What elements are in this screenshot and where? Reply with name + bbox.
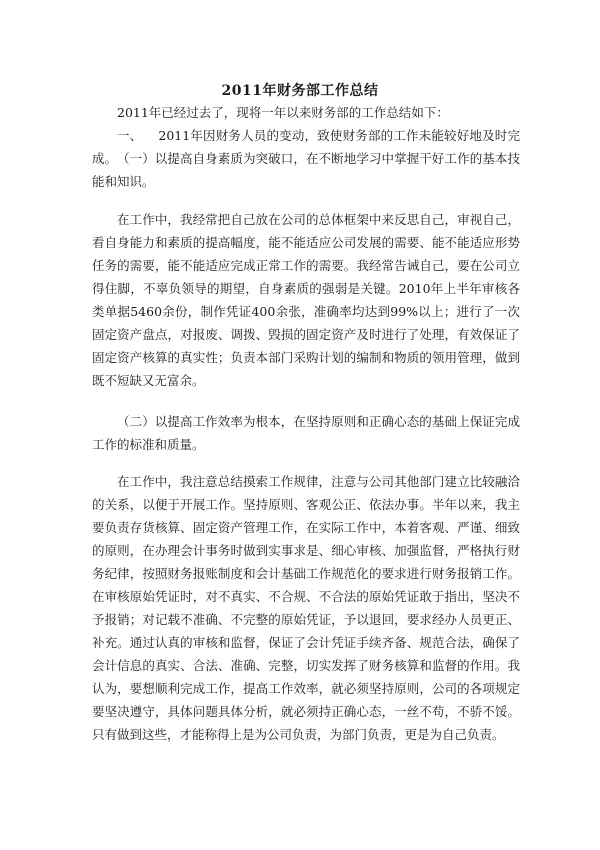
intro-paragraph: 2011年已经过去了，现将一年以来财务部的工作总结如下： [117, 105, 449, 120]
body-paragraph-one: 在工作中，我经常把自己放在公司的总体框架中来反思自己，审视自己，看自身能力和素质的提高幅度，能不能适应公司发展的需要、能不能适应形势任务的需要，能不能适应完成正常工作的需要。我经常告诫自己，要在公司立得住脚，不辜负领导的期望，自身素质的强弱是关键。2010年上半年审核各类单据5460余份，制作凭证400余张，准确率均达到99%以上；进行了一次固定资产盘点，对报废、调拨、毁损的固定资产及时进行了处理，有效保证了固定资产核算的真实性；负责本部门采购计划的编制和物质的领用管理，做到既不短缺又无富余。 [92, 212, 520, 388]
section-one-text: 2011年因财务人员的变动，致使财务部的工作未能较好地及时完成。 [92, 128, 520, 166]
subheading-one: （一）以提高自身素质为突破口，在不断地学习中掌握干好工作的基本技能和知识。 [92, 151, 520, 189]
subheading-two: （二）以提高工作效率为根本，在坚持原则和正确心态的基础上保证完成工作的标准和质量。 [92, 414, 520, 452]
list-marker: 一、 [117, 128, 143, 143]
document-title: 2011年财务部工作总结 [221, 83, 379, 99]
body-paragraph-two: 在工作中，我注意总结摸索工作规律，注意与公司其他部门建立比较融洽的关系，以便于开展工作。坚持原则、客观公正、依法办事。半年以来，我主要负责存货核算、固定资产管理工作，在实际工作中，本着客观、严谨、细致的原则，在办理会计事务时做到实事求是、细心审核、加强监督，严格执行财务纪律，按照财务报账制度和会计基础工作规范化的要求进行财务报销工作。在审核原始凭证时，对不真实、不合规、不合法的原始凭证敢于指出，坚决不予报销；对记载不准确、不完整的原始凭证，予以退回，要求经办人员更正、补充。通过认真的审核和监督，保证了会计凭证手续齐备、规范合法，确保了会计信息的真实、合法、准确、完整，切实发挥了财务核算和监督的作用。我认为，要想顺利完成工作，提高工作效率，就必须坚持原则，公司的各项规定要坚决遵守，具体问题具体分析，就必须持正确心态，一丝不苟，不骄不馁。只有做到这些，才能称得上是为公司负责，为部门负责，更是为自己负责。 [92, 474, 520, 742]
